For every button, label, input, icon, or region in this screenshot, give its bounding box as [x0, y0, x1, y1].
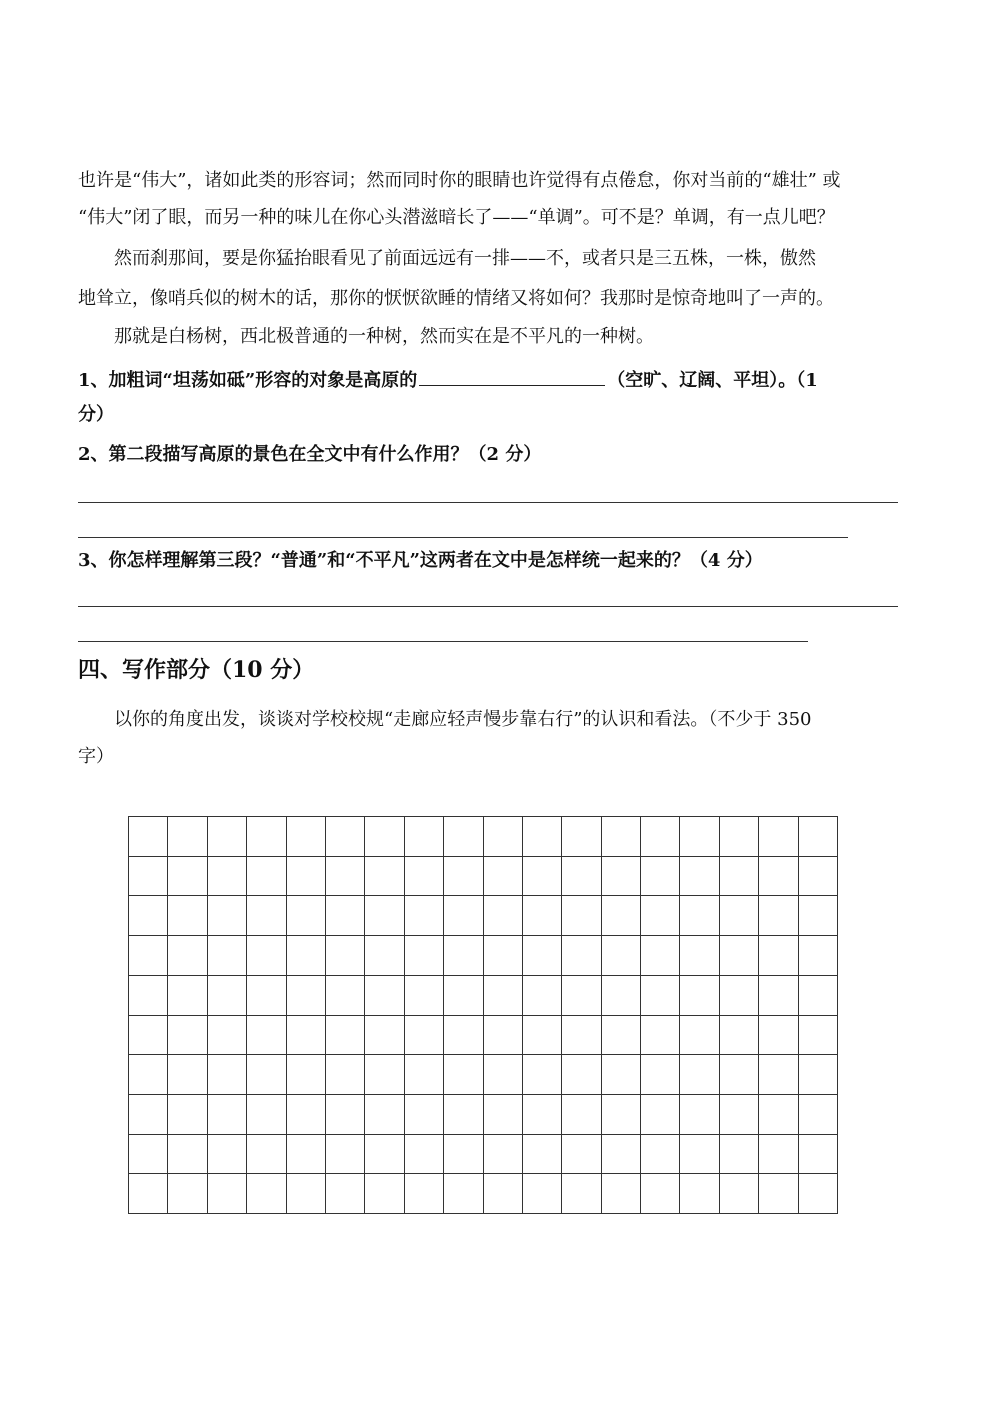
grid-cell[interactable] [602, 1135, 641, 1175]
grid-cell[interactable] [759, 976, 798, 1016]
grid-cell[interactable] [208, 817, 247, 857]
grid-cell[interactable] [759, 896, 798, 936]
grid-cell[interactable] [444, 1135, 483, 1175]
grid-cell[interactable] [484, 857, 523, 897]
grid-cell[interactable] [562, 896, 601, 936]
grid-cell[interactable] [405, 1016, 444, 1056]
grid-cell[interactable] [562, 936, 601, 976]
grid-cell[interactable] [208, 976, 247, 1016]
grid-cell[interactable] [680, 1135, 719, 1175]
grid-cell[interactable] [168, 1095, 207, 1135]
grid-cell[interactable] [365, 1095, 404, 1135]
grid-cell[interactable] [484, 1095, 523, 1135]
grid-cell[interactable] [129, 976, 168, 1016]
grid-cell[interactable] [720, 1174, 759, 1214]
grid-cell[interactable] [287, 817, 326, 857]
question-2-answer-line-1[interactable] [78, 502, 898, 503]
grid-cell[interactable] [799, 1135, 838, 1175]
passage-line-2: “伟大”闭了眼，而另一种的味儿在你心头潜滋暗长了——“单调”。可不是？单调，有一点儿吧？ [78, 207, 835, 228]
grid-cell[interactable] [523, 817, 562, 857]
question-1-continuation: 分） [78, 404, 114, 425]
grid-cell[interactable] [247, 857, 286, 897]
grid-cell[interactable] [523, 1135, 562, 1175]
grid-cell[interactable] [247, 817, 286, 857]
grid-cell[interactable] [326, 1016, 365, 1056]
grid-cell[interactable] [602, 1055, 641, 1095]
grid-cell[interactable] [484, 1135, 523, 1175]
question-1 [78, 367, 818, 392]
grid-cell[interactable] [208, 1174, 247, 1214]
grid-cell[interactable] [484, 1174, 523, 1214]
grid-cell[interactable] [680, 936, 719, 976]
grid-cell[interactable] [168, 1055, 207, 1095]
grid-cell[interactable] [641, 1016, 680, 1056]
grid-cell[interactable] [759, 1016, 798, 1056]
grid-cell[interactable] [720, 896, 759, 936]
grid-cell[interactable] [562, 1095, 601, 1135]
grid-cell[interactable] [405, 936, 444, 976]
grid-cell[interactable] [444, 1095, 483, 1135]
grid-cell[interactable] [484, 976, 523, 1016]
grid-cell[interactable] [641, 1095, 680, 1135]
grid-cell[interactable] [799, 817, 838, 857]
grid-cell[interactable] [641, 896, 680, 936]
grid-cell[interactable] [208, 936, 247, 976]
grid-cell[interactable] [287, 1016, 326, 1056]
grid-cell[interactable] [365, 1055, 404, 1095]
grid-cell[interactable] [444, 896, 483, 936]
grid-cell[interactable] [562, 976, 601, 1016]
grid-cell[interactable] [168, 817, 207, 857]
grid-cell[interactable] [680, 1055, 719, 1095]
grid-cell[interactable] [287, 1095, 326, 1135]
grid-cell[interactable] [247, 1095, 286, 1135]
grid-cell[interactable] [602, 1174, 641, 1214]
grid-cell[interactable] [247, 1174, 286, 1214]
grid-cell[interactable] [168, 1016, 207, 1056]
writing-prompt-line-2: 字） [78, 746, 114, 767]
grid-cell[interactable] [326, 857, 365, 897]
grid-cell[interactable] [405, 896, 444, 936]
grid-cell[interactable] [680, 1095, 719, 1135]
grid-cell[interactable] [365, 896, 404, 936]
grid-cell[interactable] [799, 896, 838, 936]
grid-cell[interactable] [720, 1095, 759, 1135]
grid-cell[interactable] [641, 936, 680, 976]
grid-cell[interactable] [602, 817, 641, 857]
grid-cell[interactable] [129, 1135, 168, 1175]
grid-cell[interactable] [287, 1055, 326, 1095]
grid-cell[interactable] [759, 936, 798, 976]
grid-cell[interactable] [562, 1174, 601, 1214]
grid-cell[interactable] [168, 857, 207, 897]
grid-cell[interactable] [602, 1016, 641, 1056]
question-2-answer-line-2[interactable] [78, 537, 848, 538]
grid-cell[interactable] [405, 817, 444, 857]
grid-cell[interactable] [641, 1174, 680, 1214]
grid-cell[interactable] [759, 1135, 798, 1175]
grid-cell[interactable] [168, 1135, 207, 1175]
grid-cell[interactable] [405, 1135, 444, 1175]
grid-cell[interactable] [129, 857, 168, 897]
grid-cell[interactable] [326, 896, 365, 936]
grid-cell[interactable] [523, 1174, 562, 1214]
question-1-prefix: 1、加粗词“坦荡如砥”形容的对象是高原的 [78, 370, 418, 391]
grid-cell[interactable] [759, 857, 798, 897]
grid-cell[interactable] [799, 857, 838, 897]
writing-grid[interactable] [128, 816, 838, 1214]
grid-cell[interactable] [444, 1055, 483, 1095]
grid-cell[interactable] [287, 936, 326, 976]
writing-prompt-line-1: 以你的角度出发，谈谈对学校校规“走廊应轻声慢步靠右行”的认识和看法。（不少于 350 [114, 709, 812, 730]
grid-cell[interactable] [680, 976, 719, 1016]
grid-cell[interactable] [720, 976, 759, 1016]
grid-cell[interactable] [444, 976, 483, 1016]
grid-cell[interactable] [287, 1135, 326, 1175]
grid-cell[interactable] [523, 857, 562, 897]
grid-cell[interactable] [641, 857, 680, 897]
question-2: 2、第二段描写高原的景色在全文中有什么作用？（2 分） [78, 444, 542, 465]
grid-cell[interactable] [247, 1016, 286, 1056]
grid-cell[interactable] [326, 976, 365, 1016]
grid-cell[interactable] [405, 1095, 444, 1135]
grid-cell[interactable] [168, 936, 207, 976]
grid-cell[interactable] [405, 1174, 444, 1214]
grid-cell[interactable] [287, 1174, 326, 1214]
grid-cell[interactable] [680, 1174, 719, 1214]
grid-cell[interactable] [484, 817, 523, 857]
grid-cell[interactable] [484, 1055, 523, 1095]
grid-cell[interactable] [523, 1016, 562, 1056]
grid-cell[interactable] [444, 857, 483, 897]
grid-cell[interactable] [523, 976, 562, 1016]
grid-cell[interactable] [208, 896, 247, 936]
grid-cell[interactable] [562, 817, 601, 857]
grid-cell[interactable] [680, 857, 719, 897]
grid-cell[interactable] [326, 1135, 365, 1175]
grid-cell[interactable] [287, 976, 326, 1016]
grid-cell[interactable] [208, 857, 247, 897]
grid-cell[interactable] [405, 857, 444, 897]
passage-line-5: 那就是白杨树，西北极普通的一种树，然而实在是不平凡的一种树。 [114, 326, 654, 347]
grid-cell[interactable] [680, 1016, 719, 1056]
grid-cell[interactable] [523, 936, 562, 976]
grid-cell[interactable] [641, 817, 680, 857]
grid-cell[interactable] [523, 1055, 562, 1095]
grid-cell[interactable] [247, 896, 286, 936]
grid-cell[interactable] [405, 1055, 444, 1095]
grid-cell[interactable] [523, 896, 562, 936]
grid-cell[interactable] [208, 1055, 247, 1095]
grid-cell[interactable] [129, 896, 168, 936]
passage-line-4: 地耸立，像哨兵似的树木的话，那你的恹恹欲睡的情绪又将如何？我那时是惊奇地叫了一声的。 [78, 288, 834, 309]
question-1-suffix: （空旷、辽阔、平坦）。（1 [607, 370, 818, 391]
grid-cell[interactable] [759, 1174, 798, 1214]
grid-cell[interactable] [641, 1055, 680, 1095]
grid-cell[interactable] [562, 857, 601, 897]
grid-cell[interactable] [641, 976, 680, 1016]
grid-cell[interactable] [720, 817, 759, 857]
grid-cell[interactable] [562, 1135, 601, 1175]
passage-line-3: 然而刹那间，要是你猛抬眼看见了前面远远有一排——不，或者只是三五株，一株，傲然 [114, 248, 816, 269]
grid-cell[interactable] [562, 1055, 601, 1095]
grid-cell[interactable] [129, 1055, 168, 1095]
grid-cell[interactable] [365, 936, 404, 976]
grid-cell[interactable] [484, 896, 523, 936]
grid-cell[interactable] [759, 1095, 798, 1135]
grid-cell[interactable] [168, 1174, 207, 1214]
question-1-answer-blank[interactable] [419, 367, 605, 386]
grid-cell[interactable] [799, 936, 838, 976]
grid-cell[interactable] [759, 1055, 798, 1095]
grid-cell[interactable] [641, 1135, 680, 1175]
grid-cell[interactable] [129, 936, 168, 976]
grid-cell[interactable] [602, 857, 641, 897]
grid-cell[interactable] [365, 976, 404, 1016]
grid-cell[interactable] [247, 1135, 286, 1175]
grid-cell[interactable] [365, 1174, 404, 1214]
passage-line-1: 也许是“伟大”，诸如此类的形容词；然而同时你的眼睛也许觉得有点倦怠，你对当前的“雄壮” 或 [78, 170, 841, 191]
grid-cell[interactable] [799, 1174, 838, 1214]
grid-cell[interactable] [759, 817, 798, 857]
grid-cell[interactable] [720, 1016, 759, 1056]
grid-cell[interactable] [484, 936, 523, 976]
grid-cell[interactable] [720, 936, 759, 976]
grid-cell[interactable] [562, 1016, 601, 1056]
grid-cell[interactable] [405, 976, 444, 1016]
grid-cell[interactable] [720, 857, 759, 897]
grid-cell[interactable] [208, 1135, 247, 1175]
grid-cell[interactable] [247, 936, 286, 976]
grid-cell[interactable] [287, 896, 326, 936]
grid-cell[interactable] [326, 1055, 365, 1095]
writing-section-title: 四、写作部分（10 分） [78, 657, 315, 683]
grid-cell[interactable] [326, 936, 365, 976]
grid-cell[interactable] [287, 857, 326, 897]
grid-cell[interactable] [680, 896, 719, 936]
grid-cell[interactable] [129, 1095, 168, 1135]
grid-cell[interactable] [129, 817, 168, 857]
grid-cell[interactable] [444, 936, 483, 976]
grid-cell[interactable] [484, 1016, 523, 1056]
grid-cell[interactable] [720, 1055, 759, 1095]
question-3-answer-line-2[interactable] [78, 641, 808, 642]
grid-cell[interactable] [799, 1055, 838, 1095]
grid-cell[interactable] [523, 1095, 562, 1135]
grid-cell[interactable] [602, 1095, 641, 1135]
grid-cell[interactable] [720, 1135, 759, 1175]
grid-cell[interactable] [365, 857, 404, 897]
grid-cell[interactable] [365, 1135, 404, 1175]
grid-cell[interactable] [444, 1174, 483, 1214]
grid-cell[interactable] [168, 976, 207, 1016]
grid-cell[interactable] [602, 936, 641, 976]
grid-cell[interactable] [208, 1016, 247, 1056]
grid-cell[interactable] [602, 976, 641, 1016]
grid-cell[interactable] [326, 1095, 365, 1135]
grid-cell[interactable] [602, 896, 641, 936]
grid-cell[interactable] [365, 1016, 404, 1056]
grid-cell[interactable] [365, 817, 404, 857]
grid-cell[interactable] [247, 1055, 286, 1095]
grid-cell[interactable] [208, 1095, 247, 1135]
grid-cell[interactable] [799, 1016, 838, 1056]
grid-cell[interactable] [326, 1174, 365, 1214]
grid-cell[interactable] [129, 1174, 168, 1214]
grid-cell[interactable] [168, 896, 207, 936]
grid-cell[interactable] [680, 817, 719, 857]
grid-cell[interactable] [129, 1016, 168, 1056]
grid-cell[interactable] [799, 976, 838, 1016]
grid-cell[interactable] [444, 817, 483, 857]
grid-cell[interactable] [799, 1095, 838, 1135]
grid-cell[interactable] [444, 1016, 483, 1056]
grid-cell[interactable] [247, 976, 286, 1016]
grid-cell[interactable] [326, 817, 365, 857]
question-3: 3、你怎样理解第三段？“普通”和“不平凡”这两者在文中是怎样统一起来的？（4 分） [78, 550, 763, 571]
question-3-answer-line-1[interactable] [78, 606, 898, 607]
